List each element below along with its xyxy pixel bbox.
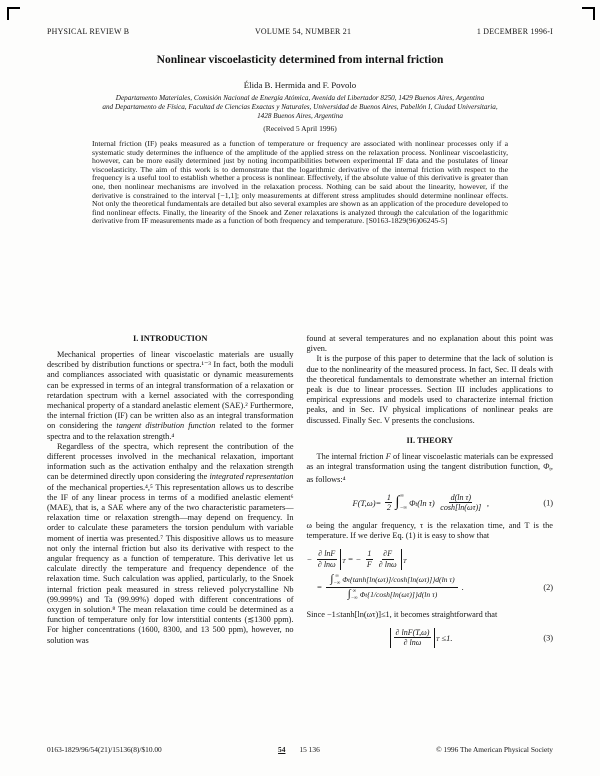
text-run: of the mechanical properties.⁴,⁵ This representation allows us to describe the IF of any linear process in terms of a modified anelastic element⁶ (MAE), that is, a SAE where any of the two characteristic parameters—relaxation time or relaxation strength—may depend on frequency. In order to calculate these parameters the torsion pendulum with variable moment of inertia was presented.⁷ This dispositive allows us to measure not only the internal friction but also its derivative with respect to the angular frequency as a function of temperature. This derivative let us calculate directly the temperature and frequency dependence of the relaxation time. Such calculation was applied, particularly, to the Snoek internal friction peak measured in stress relieved polycrystalline Nb (99.999%) and Ta (99.99%) doped with different concentrations of oxygen in solution.⁸ The mean relaxation time could be determined as a function of temperature only for low interstitial contents (≲1300 ppm). For higher concentrations (1600, 8300, and 13 500 ppm), however, no solution was [47,482,294,645]
equation-3-number: (3) [543,633,553,643]
integral-icon: ∫ ∞ −∞ [347,588,358,601]
copyright-notice: © 1996 The American Physical Society [436,745,553,754]
equation-3 [307,628,554,648]
variable-F: F [385,451,391,461]
footer-volume: 54 [278,745,286,754]
fraction: $\frac{1}{2}$ [386,492,391,513]
subscript-T: T [342,558,346,565]
fraction: $\frac{1}{F}$ [366,549,372,569]
eq2-denominator-text: {1/cosh[ln(ωτ)]}d(ln τ) [367,590,438,599]
theory-paragraph-2: ω being the angular frequency, τ is the relaxation time, and T is the temperature. If we derive Eq. (1) it is easy to show that [306,520,553,541]
affiliation-line: 1428 Buenos Aires, Argentina [257,112,343,121]
abstract-text: Internal friction (IF) peaks measured as a function of temperature or frequency are associated with nonlinear processes only if a systematic study determines the influence of the amplitude of the applied stress on the relaxation process. Nonlinear viscoelasticity, however, can be more easily determined just by noting incompatibilities between experimental IF data and the postulates of linear viscoelasticity. The aim of this work is to demonstrate that the logarithmic derivative of the internal friction with respect to the frequency is a useful tool to establish whether a process is nonlinear. Effectively, if the absolute value of this derivative is greater than one, then nonlinear mechanisms are involved in the relaxation process. Nothing can be said about the linearity, however, if the derivative is constrained to the interval [−1,1]; only measurements at different stress amplitudes should determine nonlinear effects. Not only the theoretical fundamentals are detailed but also several examples are shown as an application of the procedure developed to find nonlinear effects. Finally, the linearity of the Snoek and Zener relaxations is analyzed through the calculation of the logarithmic derivative from IF measurements made as a function of both frequency and temperature. [S0163-1829(96)06245-5] [92,139,508,226]
intro-paragraph-2-continued: found at several temperatures and no explanation about this point was given. [306,334,553,354]
phi-subscript: t [348,578,350,585]
body-columns [47,334,553,742]
text-run: of linear viscoelastic materials can be expressed as an integral transformation using the tangent distribution function, [306,451,553,472]
volume-number: VOLUME 54, NUMBER 21 [254,27,352,36]
footer-page-number: 15 136 [299,745,320,754]
italic-term: tangent distribution function [116,421,216,431]
page-footer [47,745,553,754]
phi-subscript: t [549,466,551,473]
equation-2-rows [307,549,464,601]
received-date: (Received 5 April 1996) [263,124,337,133]
issue-date: 1 DECEMBER 1996-I [476,27,553,36]
fraction: $\frac{\partial \ln F(T,\omega)}{\partial \ln\omega}$ [395,627,430,648]
eq1-tail: , [484,497,489,508]
phi-symbol: Φ [342,575,349,584]
eq1-lhs: F(T,ω)= [352,497,384,508]
text-run: , as follows:⁴ [306,462,553,484]
theory-paragraph-3: Since −1≤tanh[ln(ωτ)]≤1, it becomes straightforward that [306,609,498,619]
eq2-tail: . [459,582,464,593]
affiliations-block [0,94,600,122]
equation-2 [307,549,554,601]
right-column [307,334,554,742]
absolute-value-bar [434,628,435,648]
phi-subscript: t [365,593,368,600]
footer-codes: 0163-1829/96/54(21)/15136(8)/$10.00 [47,745,162,754]
text-run: related to the former spectra and to the relaxation strength.⁴ [47,421,294,441]
crop-mark-top-right-icon [582,7,595,20]
authors-line: Élida B. Hermida and F. Povolo [243,80,357,90]
minus-sign: − [306,554,315,565]
italic-term: integrated representation [209,472,294,482]
subscript-T: T [435,637,440,644]
fraction: $\frac{\text{d(ln τ)}}{\cosh[\ln(\omega\tau)]}$ [440,492,482,513]
eq2-numerator-text: {tanh[ln(ωτ)]/cosh[ln(ωτ)]}d(ln τ) [349,575,455,584]
equation-2-number: (2) [543,582,553,592]
affiliation-line: and Departamento de Física, Facultad de Ciencias Exactas y Naturales, Universidad de Buenos Aires, Pabellón I, Ciudad Universitaria, [102,103,498,112]
equation-2-line-1 [307,549,407,569]
fraction: $\frac{\partial \ln F}{\partial \ln\omega}$ [317,549,336,569]
subscript-T: T [403,558,407,565]
equation-1 [307,493,554,513]
section-heading-introduction: I. INTRODUCTION [133,334,208,343]
phi-symbol: Φ [543,462,550,472]
affiliation-line: Departamento Materiales, Comisión Nacional de Energía Atómica, Avenida del Libertador 8250, 1429 Buenos Aires, Argentina [115,94,485,102]
text-run: The internal friction [316,451,386,461]
text-run: Mechanical properties of linear viscoelastic materials are usually described by distribution functions or spectra.¹⁻³ In fact, both the moduli and compliances associated with quasistatic or dynamic measurements can be expressed in terms of an integral transformation of a relaxation or retardation spectrum with a kernel associated with the corresponding mechanical property of a standard anelastic element (SAE).² Furthermore, the internal friction (IF) can be written also as an integral transformation on considering the [47,350,294,431]
eq3-relation: ≤1. [439,632,453,643]
evaluated-at-bar [340,549,341,569]
equation-3-math [389,628,452,648]
left-column [47,334,294,742]
footer-middle [278,745,320,754]
fraction: $\frac{\partial F}{\partial \ln\omega}$ [378,549,397,569]
journal-name: PHYSICAL REVIEW B [47,27,130,36]
section-heading-theory: II. THEORY [406,435,454,445]
equals-sign: = [316,582,325,593]
absolute-value-bar [390,628,391,648]
integral-icon: ∫ ∞ −∞ [330,573,341,586]
intro-paragraph-2 [47,442,294,646]
phi-symbol: Φ [409,497,416,508]
big-fraction [326,573,457,602]
equation-1-math [352,493,489,513]
phi-subscript: t [415,502,418,509]
equals-minus: = − [345,554,364,565]
text-run: Regardless of the spectra, which represent the contribution of the different processes involved in the mechanical relaxation, important information such as the activation enthalpy and the relaxation strength can be determined directly upon considering the [47,441,294,482]
integral-icon: ∫ ∞ −∞ [395,493,408,511]
eq1-argument: (ln τ) [417,497,437,508]
equation-1-number: (1) [543,498,553,508]
phi-symbol: Φ [359,590,366,599]
intro-paragraph-1 [47,350,294,442]
theory-paragraph-1 [307,452,554,485]
paper-title: Nonlinear viscoelasticity determined from internal friction [156,54,444,66]
evaluated-at-bar [401,549,402,569]
running-head [47,27,553,36]
intro-paragraph-3: It is the purpose of this paper to determine that the lack of solution is due to the nonlinearity of the measured process. In fact, Sec. II deals with the theoretical fundamentals to demonstrate whether an internal friction peak is due to linear processes. Section III includes applications to empirical expressions and models used to characterize internal friction peaks, and in Sec. IV physical implications of nonlinear peaks are discussed. Finally Sec. V presents the conclusions. [306,354,553,425]
crop-mark-top-left-icon [7,7,20,20]
equation-2-line-2 [317,573,464,602]
